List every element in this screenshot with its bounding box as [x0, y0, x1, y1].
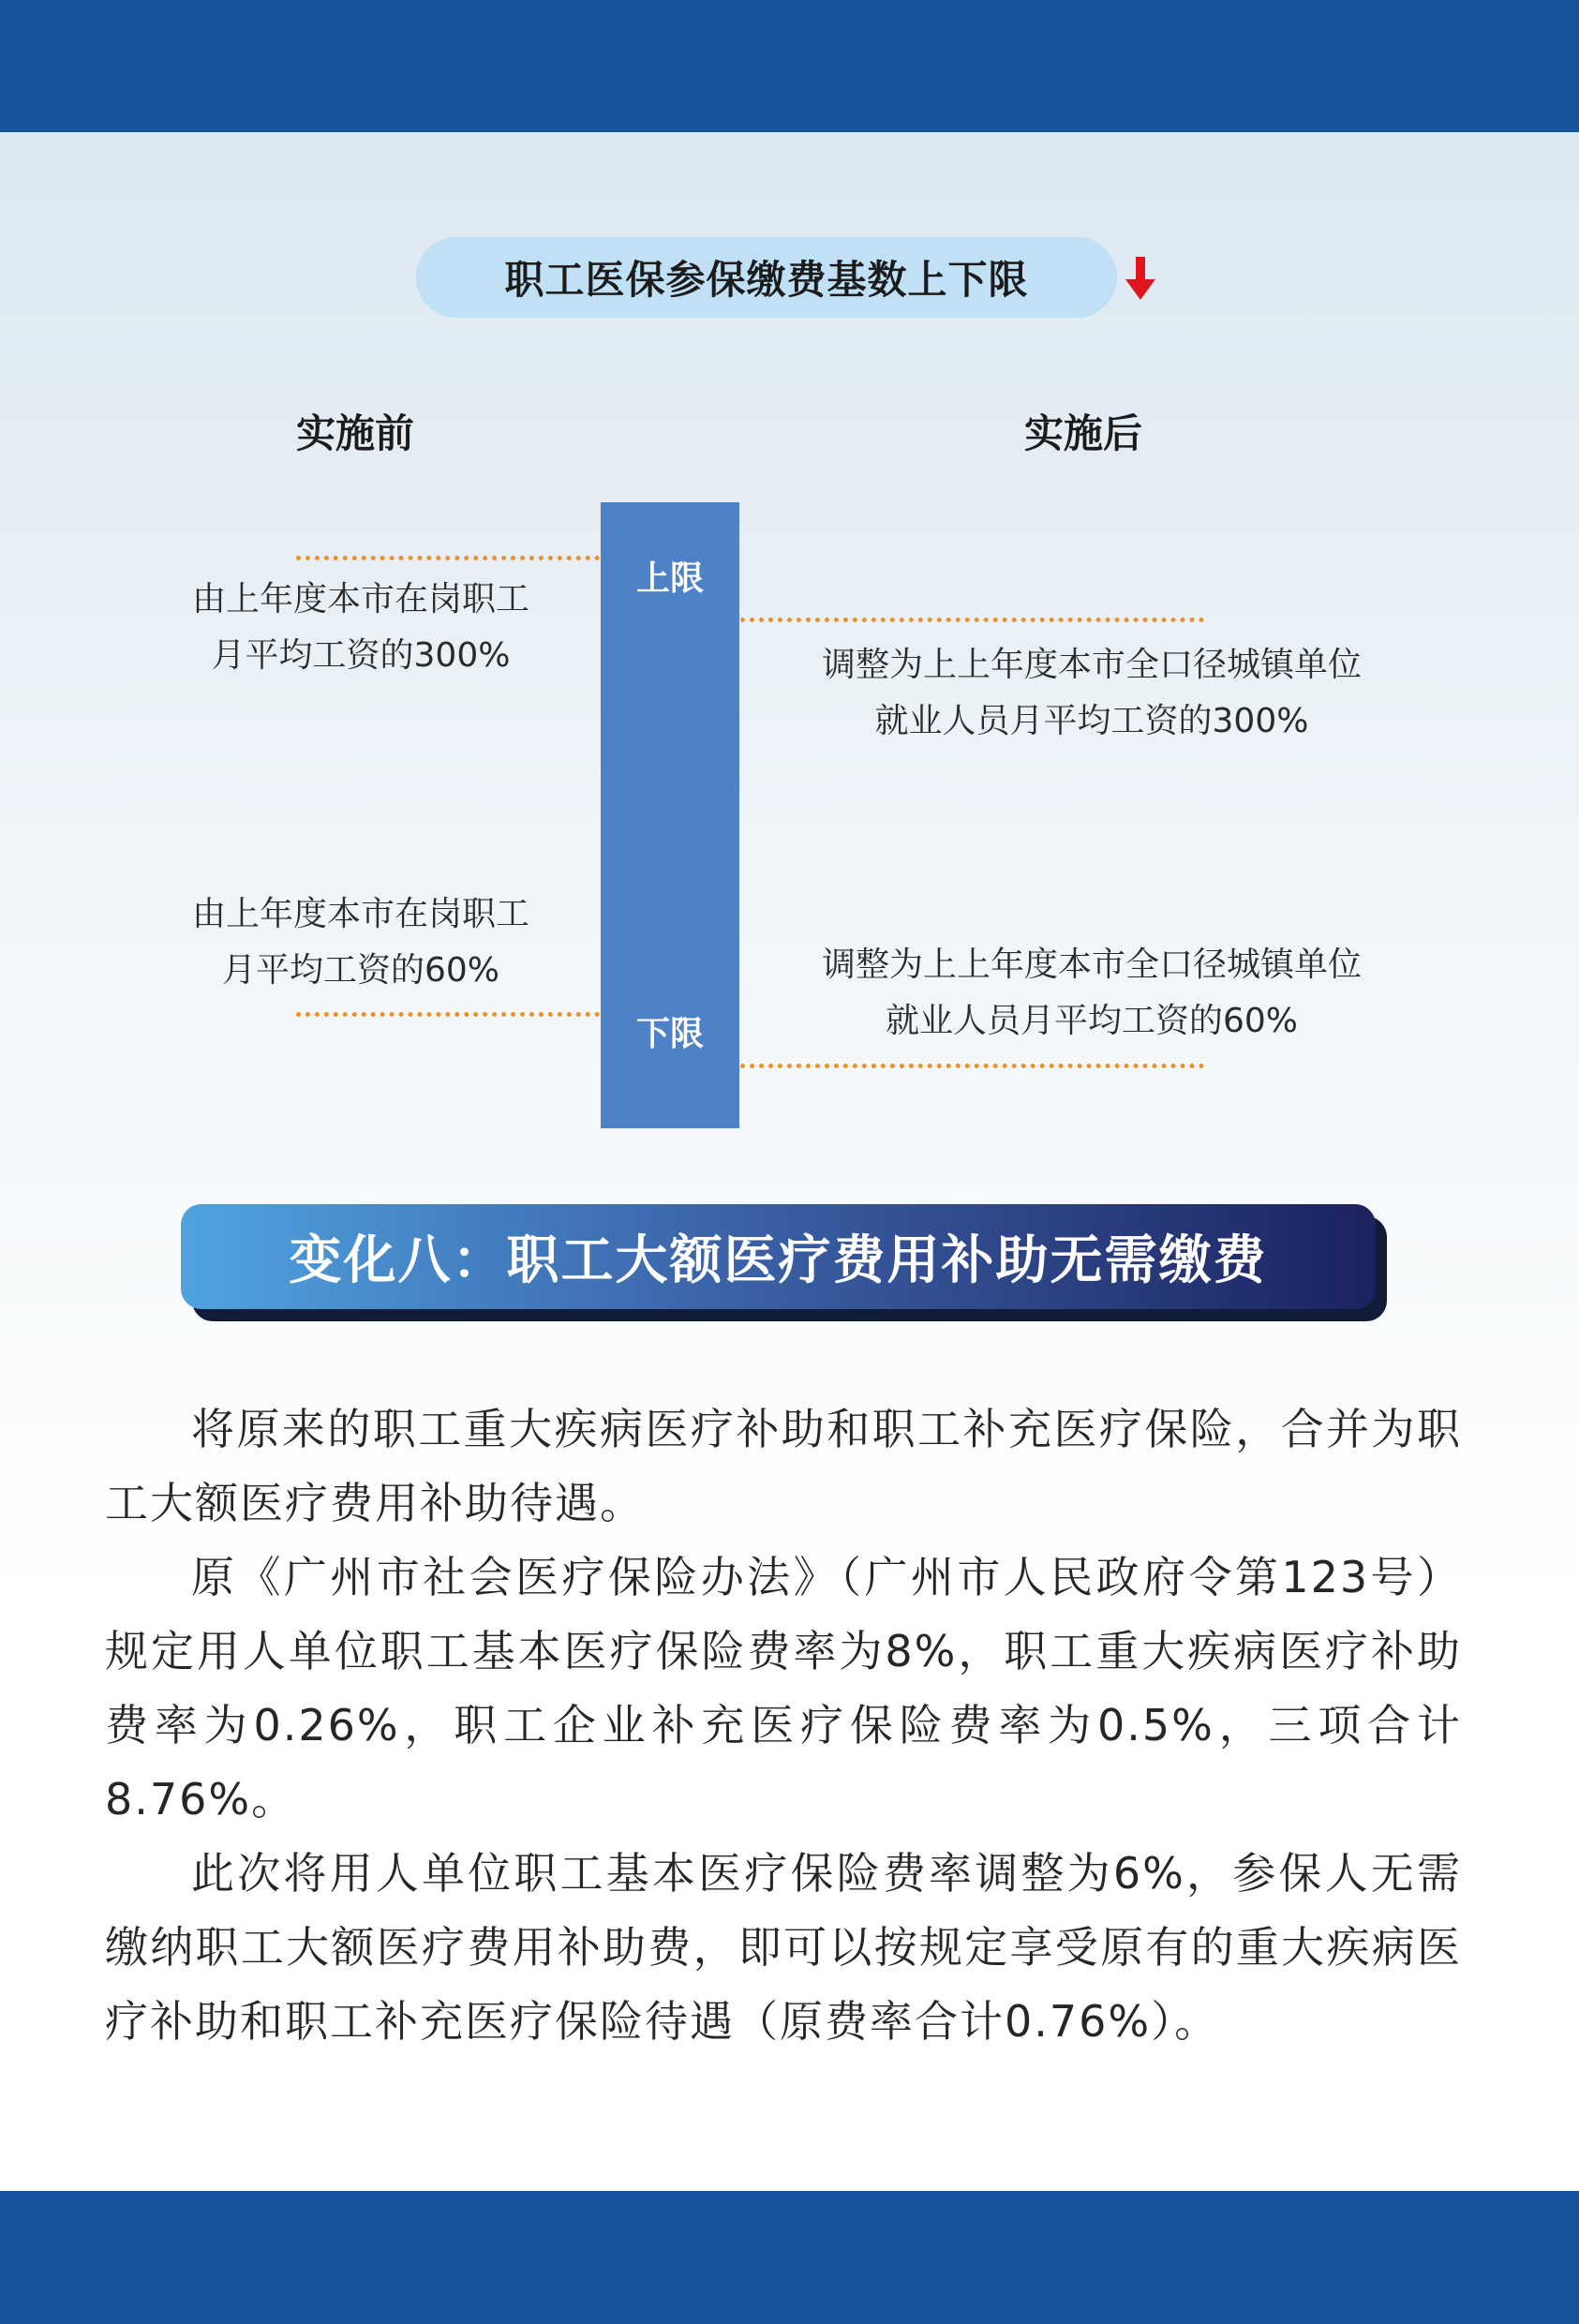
after-lower-leader-line	[740, 1064, 1204, 1068]
after-upper-leader-line	[740, 618, 1204, 622]
column-heading-after: 实施后	[1024, 410, 1143, 456]
paragraph: 将原来的职工重大疾病医疗补助和职工补充医疗保险，合并为职工大额医疗费用补助待遇。	[105, 1404, 1462, 1528]
text-line: 调整为上上年度本市全口径城镇单位	[821, 946, 1362, 984]
down-arrow-icon	[1122, 255, 1159, 302]
before-upper-description	[141, 572, 581, 684]
body-text	[105, 1393, 1462, 2059]
text-line: 调整为上上年度本市全口径城镇单位	[821, 646, 1362, 684]
paragraph: 此次将用人单位职工基本医疗保险费率调整为6%，参保人无需缴纳职工大额医疗费用补助费，即可以按规定享受原有的重大疾病医疗补助和职工补充医疗保险待遇（原费率合计0.76%）。	[105, 1848, 1462, 2047]
before-lower-leader-line	[296, 1012, 600, 1017]
bottom-band	[0, 2191, 1579, 2324]
column-heading-before: 实施前	[296, 410, 415, 456]
text-line: 就业人员月平均工资的300%	[874, 702, 1309, 740]
top-band	[0, 0, 1579, 132]
section-banner	[181, 1204, 1376, 1309]
lower-limit-label: 下限	[635, 1015, 704, 1053]
text-line: 月平均工资的60%	[221, 951, 500, 990]
section-title: 变化八：职工大额医疗费用补助无需缴费	[289, 1230, 1268, 1291]
before-upper-leader-line	[296, 556, 600, 560]
after-lower-description	[750, 937, 1434, 1050]
before-lower-description	[141, 886, 581, 999]
text-line: 就业人员月平均工资的60%	[885, 1002, 1299, 1040]
section-heading-pill	[416, 237, 1117, 318]
upper-limit-label: 上限	[635, 559, 704, 598]
paragraph: 原《广州市社会医疗保险办法》（广州市人民政府令第123号）规定用人单位职工基本医疗保险费率为8%，职工重大疾病医疗补助费率为0.26%，职工企业补充医疗保险费率为0.5%，三项合计8.76%。	[105, 1552, 1462, 1825]
after-upper-description	[750, 637, 1434, 750]
section-heading: 职工医保参保缴费基数上下限	[504, 257, 1029, 303]
text-line: 由上年度本市在岗职工	[191, 580, 529, 618]
text-line: 月平均工资的300%	[211, 636, 511, 675]
text-line: 由上年度本市在岗职工	[191, 895, 529, 933]
